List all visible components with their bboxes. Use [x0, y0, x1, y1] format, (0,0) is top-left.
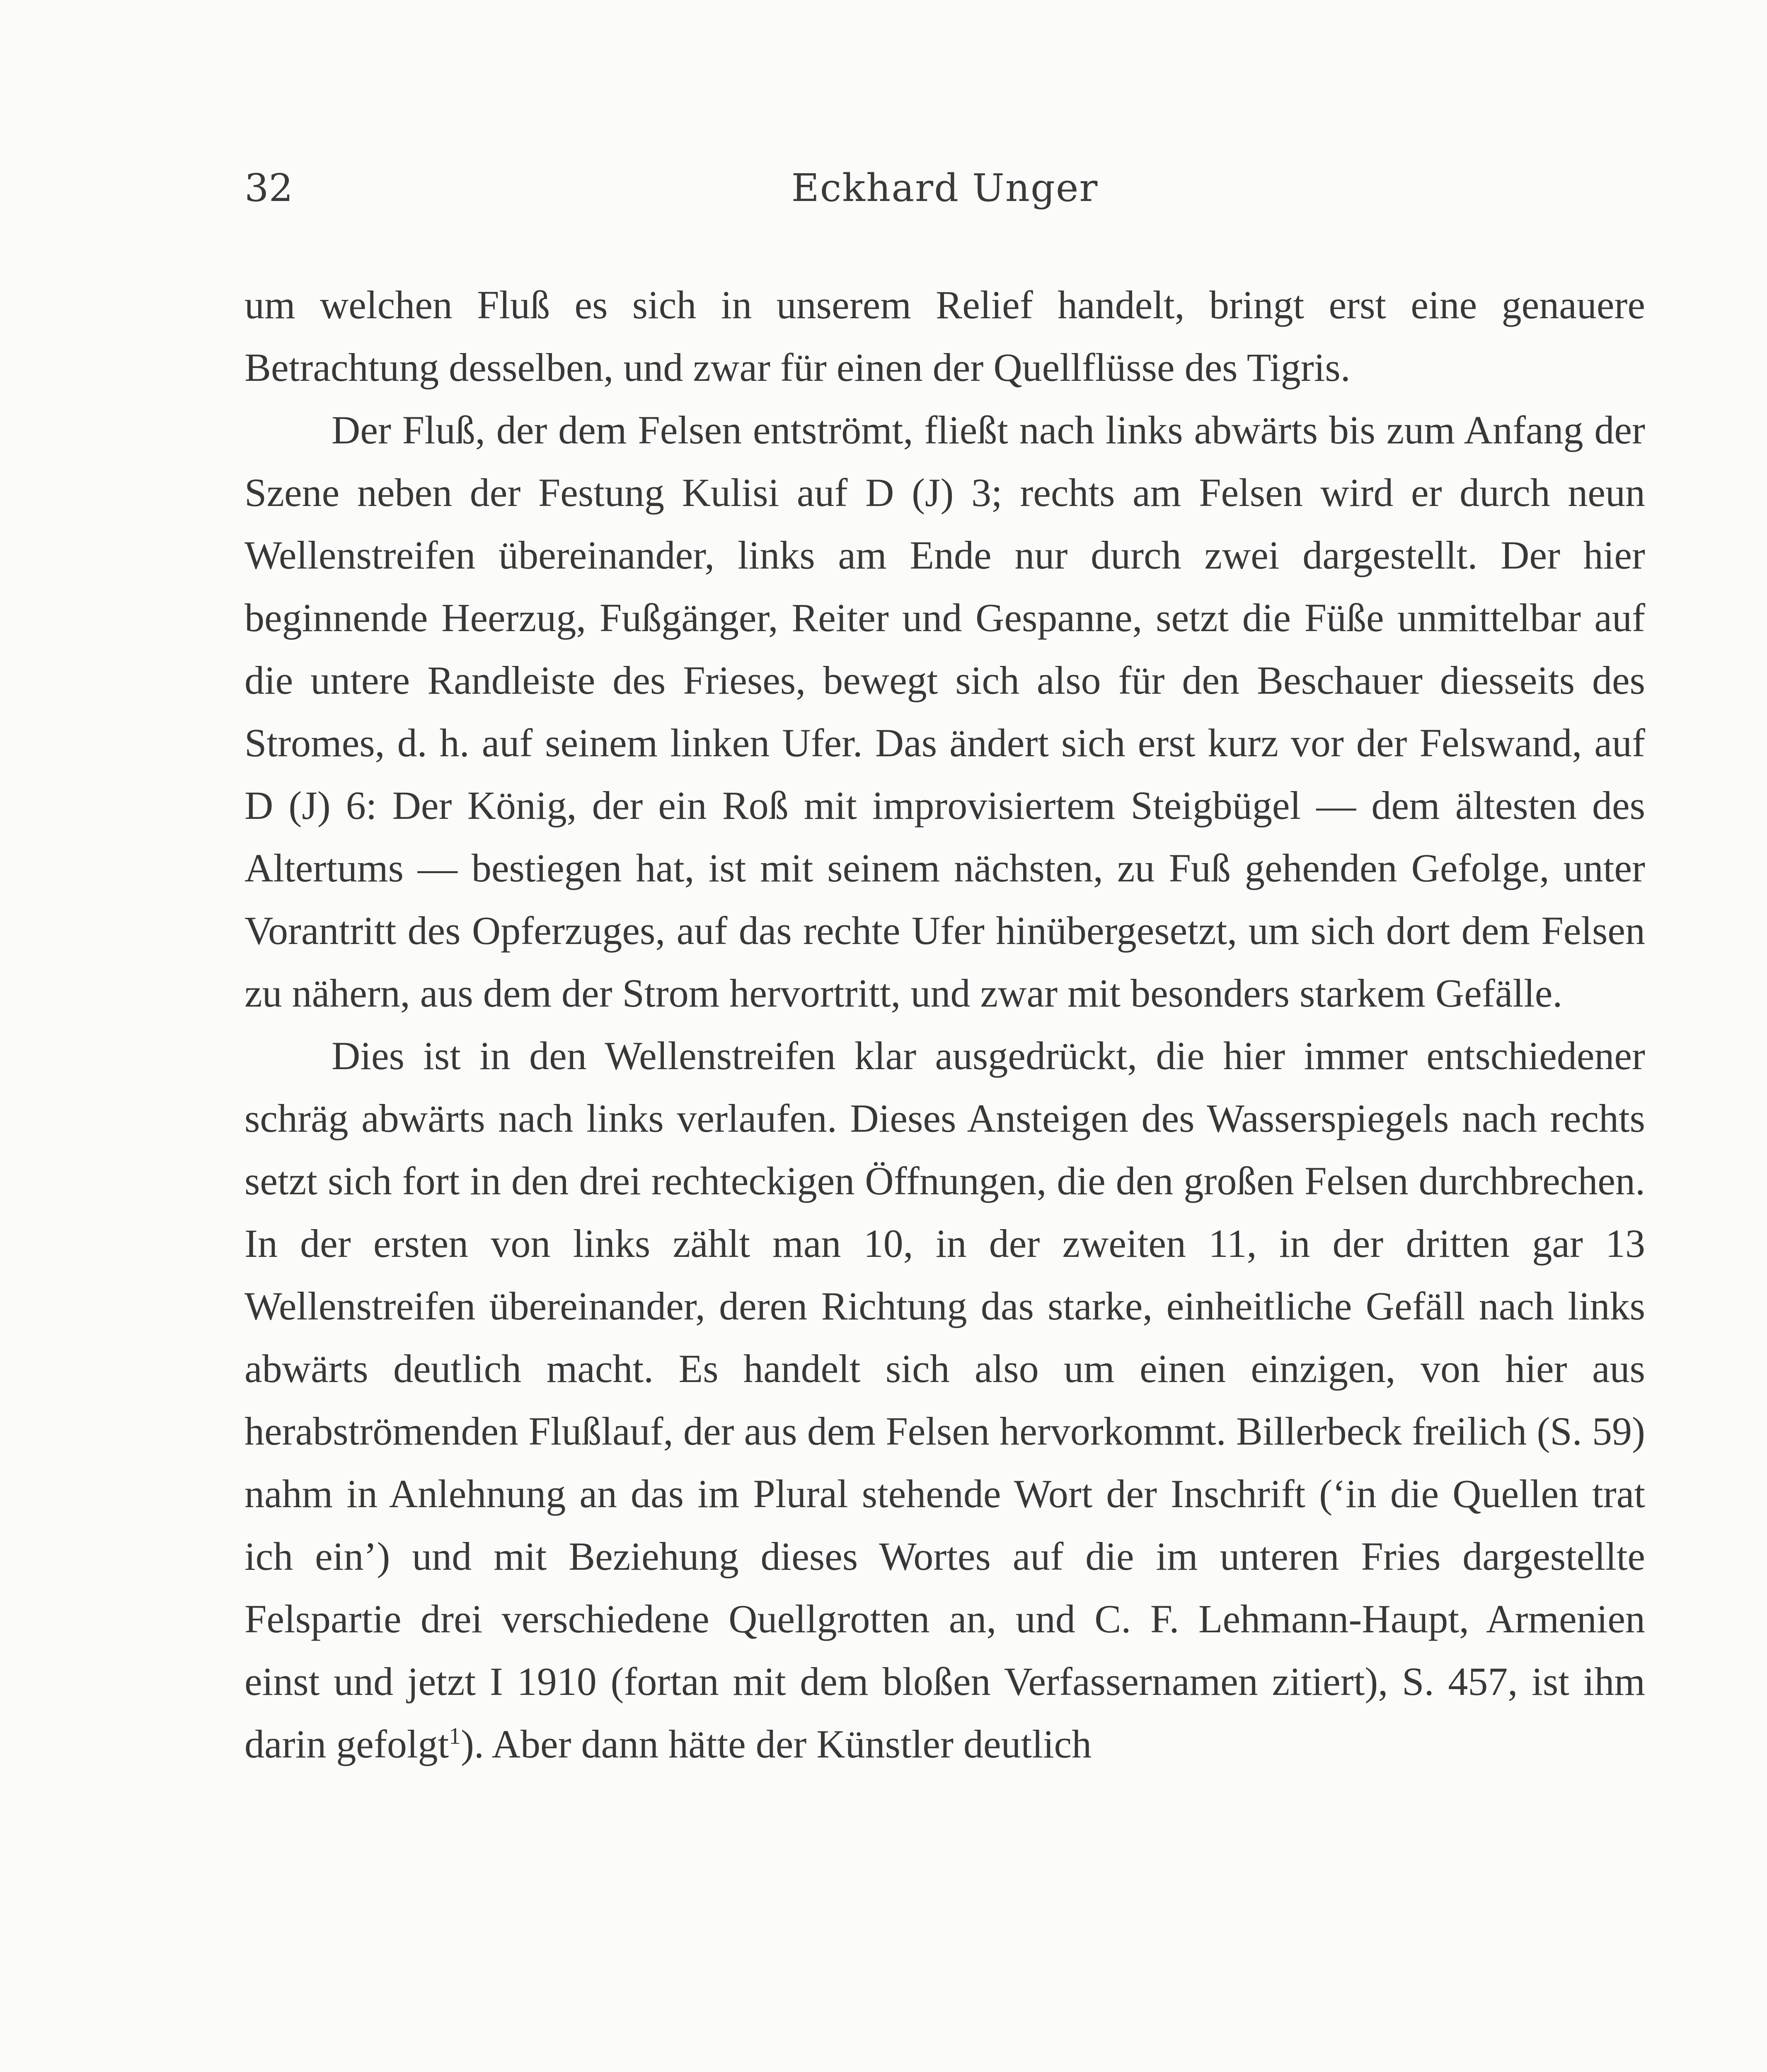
running-head: Eckhard Unger [791, 166, 1099, 210]
paragraph-2: Der Fluß, der dem Felsen entströmt, fließt nach links abwärts bis zum Anfang der Szene neben der Festung Kulisi auf D (J) 3; rechts am Felsen wird er durch neun Wellenstreifen übereinander, links am Ende nur durch zwei dargestellt. Der hier beginnende Heerzug, Fußgänger, Reiter und Gespanne, setzt die Füße unmittelbar auf die untere Randleiste des Frieses, bewegt sich also für den Beschauer diesseits des Stromes, d. h. auf seinem linken Ufer. Das ändert sich erst kurz vor der Felswand, auf D (J) 6: Der König, der ein Roß mit improvisiertem Steigbügel — dem ältesten des Altertums — bestiegen hat, ist mit seinem nächsten, zu Fuß gehenden Gefolge, unter Vorantritt des Opferzuges, auf das rechte Ufer hinübergesetzt, um sich dort dem Felsen zu nähern, aus dem der Strom hervortritt, und zwar mit besonders starkem Gefälle. [244, 408, 1645, 1015]
page-header [244, 166, 1645, 215]
page-number: 32 [244, 166, 293, 210]
body-text [244, 274, 1645, 1775]
footnote-reference[interactable]: 1 [449, 1723, 461, 1749]
paragraph-3: Dies ist in den Wellenstreifen klar ausgedrückt, die hier immer entschiedener schräg abwärts nach links verlaufen. Dieses Ansteigen des Wasserspiegels nach rechts setzt sich fort in den drei rechteckigen Öffnungen, die den großen Felsen durchbrechen. In der ersten von links zählt man 10, in der zweiten 11, in der dritten gar 13 Wellenstreifen übereinander, deren Richtung das starke, einheitliche Gefäll nach links abwärts deutlich macht. Es handelt sich also um einen einzigen, von hier aus herabströmenden Flußlauf, der aus dem Felsen hervorkommt. Billerbeck freilich (S. 59) nahm in Anlehnung an das im Plural stehende Wort der Inschrift (‘in die Quellen trat ich ein’) und mit Beziehung dieses Wortes auf die im unteren Fries dargestellte Felspartie drei verschiedene Quellgrotten an, und C. F. Lehmann-Haupt, Armenien einst und jetzt I 1910 (fortan mit dem bloßen Verfassernamen zitiert), S. 457, ist ihm darin gefolgt$^1$). Aber dann hätte der Künstler deutlich [244, 1034, 1645, 1766]
paragraph-1: um welchen Fluß es sich in unserem Relief handelt, bringt erst eine genauere Betrachtung desselben, und zwar für einen der Quellflüsse des Tigris. [244, 283, 1645, 390]
